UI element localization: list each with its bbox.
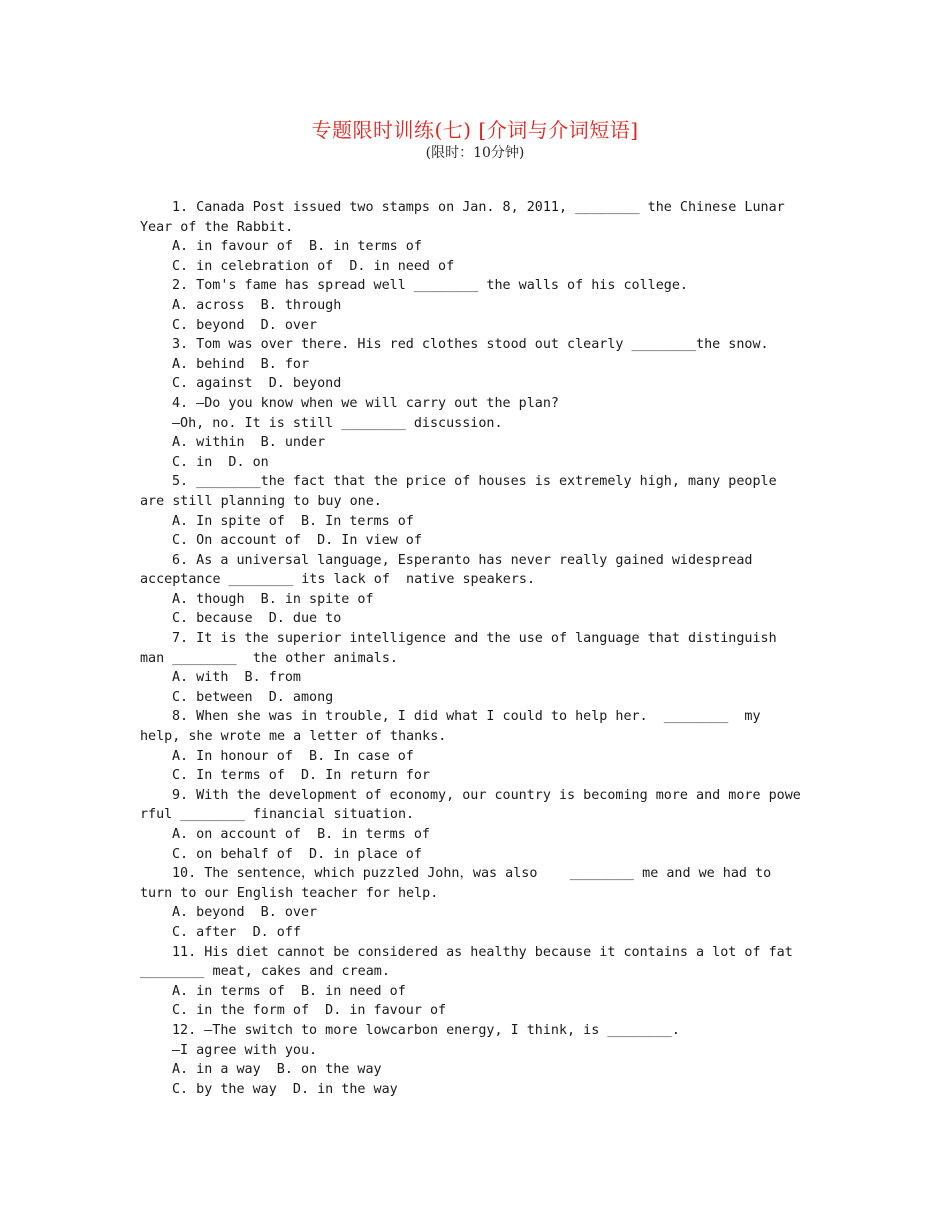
page-title: 专题限时训练(七) [介词与介词短语] [311,118,639,142]
text-line: 7. It is the superior intelligence and the use of language that distinguish [172,631,777,647]
text-line: ________ meat, cakes and cream. [140,964,390,980]
text-line: C. against D. beyond [172,376,342,392]
text-line: 6. As a universal language, Esperanto has never really gained widespread [172,552,753,568]
text-line: C. On account of D. In view of [172,533,422,549]
text-line: C. in celebration of D. in need of [172,258,455,274]
time-limit-subtitle: (限时：10分钟) [425,145,525,161]
text-line: help, she wrote me a letter of thanks. [140,729,447,745]
text-line: Year of the Rabbit. [140,219,294,235]
text-line: A. in a way B. on the way [172,1062,382,1078]
text-line: C. beyond D. over [172,317,318,333]
text-line: 8. When she was in trouble, I did what I could to help her. ________ my [172,709,761,725]
text-line: C. between D. among [172,689,334,705]
text-line: A. on account of B. in terms of [172,827,430,842]
text-line: A. in favour of B. in terms of [172,239,422,255]
text-line: A. within B. under [172,435,326,451]
text-line: 9. With the development of economy, our country is becoming more and more powe [172,787,801,803]
text-line: A. with B. from [172,670,301,686]
text-line: 10. The sentence，which puzzled John，was also ________ me and we had to [172,866,772,882]
text-line: 3. Tom was over there. His red clothes stood out clearly ________the snow. [172,337,769,353]
text-line: acceptance ________ its lack of native speakers. [140,572,536,588]
text-line: C. in the form of D. in favour of [172,1003,447,1019]
text-line: A. In honour of B. In case of [172,748,414,764]
text-line: C. on behalf of D. in place of [172,846,422,862]
text-line: 2. Tom's fame has spread well ________ the walls of his college. [172,278,688,294]
text-line: 4. —Do you know when we will carry out the plan? [172,395,559,411]
text-line: A. beyond B. over [172,905,318,921]
text-line: —I agree with you. [172,1042,318,1058]
text-line: A. behind B. for [172,356,310,372]
text-line: C. In terms of D. In return for [172,768,430,784]
text-line: C. after D. off [172,924,301,940]
text-line: turn to our English teacher for help. [140,885,439,901]
text-line: A. though B. in spite of [172,591,374,607]
text-line: A. across B. through [172,297,342,313]
text-line: C. in D. on [172,454,269,470]
text-line: C. because D. due to [172,611,342,627]
text-line: 1. Canada Post issued two stamps on Jan. 8, 2011, ________ the Chinese Lunar [172,200,785,215]
text-line: are still planning to buy one. [140,493,382,509]
text-line: rful ________ financial situation. [140,807,415,823]
text-line: A. In spite of B. In terms of [172,513,414,529]
text-line: A. in terms of B. in need of [172,983,406,999]
text-line: 11. His diet cannot be considered as healthy because it contains a lot of fat [172,944,793,960]
question-body [140,198,820,1099]
text-line: 12. —The switch to more lowcarbon energy, I think, is ________. [172,1022,680,1038]
text-line: man ________ the other animals. [140,650,398,666]
text-line: C. by the way D. in the way [172,1081,398,1097]
text-line: 5. ________the fact that the price of houses is extremely high, many people [172,474,777,490]
text-line: —Oh, no. It is still ________ discussion. [172,415,503,431]
